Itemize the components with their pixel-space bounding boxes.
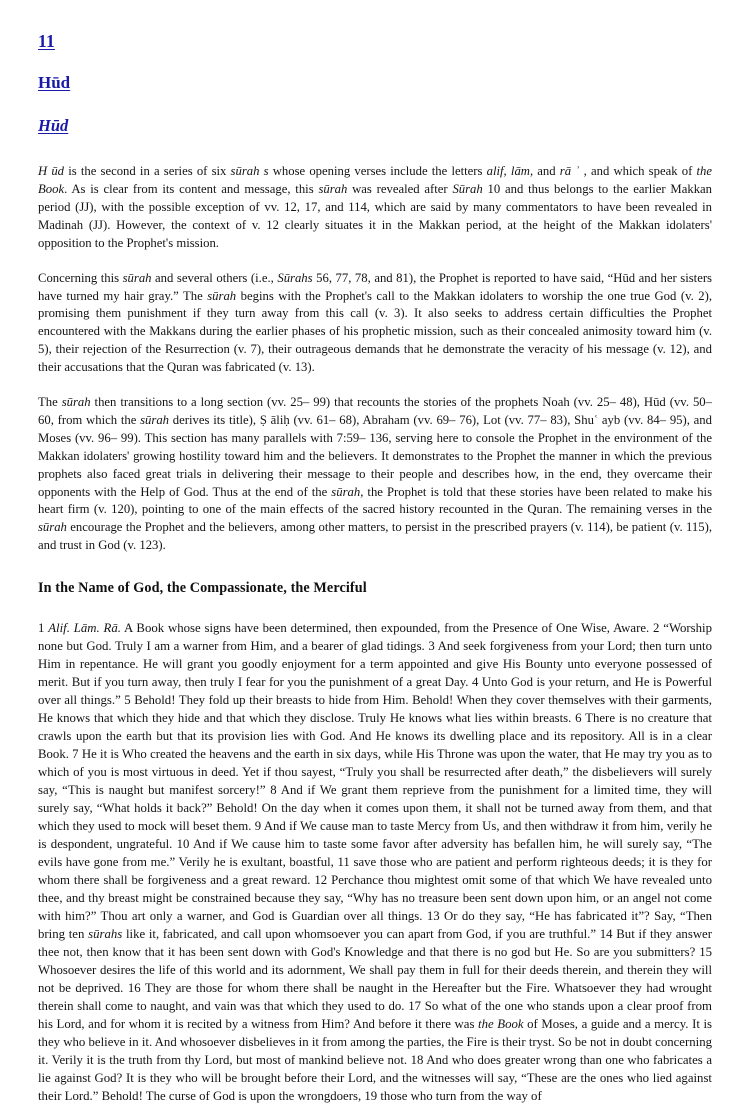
introduction-paragraph-1: H ūd is the second in a series of six sūrah s whose opening verses include the letters alif, lām, and rā ʾ , and which speak of the Book. As is clear from its content and message, this sūrah was revealed after Sūrah 10 and thus belongs to the earlier Makkan period (JJ), with the possible exception of vv. 12, 17, and 114, which are said by many commentators to have been revealed in Madinah (JJ). However, the context of v. 12 clearly situates it in the Makkan period, at the height of the Makkan idolaters' opposition to the Prophet's mission. [38, 164, 713, 250]
chapter-number-heading: 11 [38, 31, 55, 51]
verse-text-body: 1 Alif. Lām. Rā. A Book whose signs have been determined, then expounded, from the Presence of One Wise, Aware. 2 “Worship none but God. Truly I am a warner from Him, and a bearer of glad tidings. 3 And seek forgiveness from your Lord; then turn unto Him in repentance. He will grant you goodly enjoyment for a term appointed and give His Bounty unto everyone possessed of merit. But if you turn away, then truly I fear for you the punishment of a great Day. 4 Unto God is your return, and He is Powerful over all things.” 5 Behold! They fold up their breasts to hide from Him. Behold! When they cover themselves with their garments, He knows that which they hide and that which they disclose. Truly He knows what lies within breasts. 6 There is no creature that crawls upon the earth but that its provision lies with God. And He knows its dwelling place and its repository. All is in a clear Book. 7 He it is Who created the heavens and the earth in six days, while His Throne was upon the water, that He may try you as to which of you is most virtuous in deed. Yet if thou sayest, “Truly you shall be resurrected after death,” the disbelievers will surely say, “This is naught but manifest sorcery!” 8 And if We grant them reprieve from the punishment for a limited time, they will surely say, “What holds it back?” Behold! On the day when it comes upon them, it shall not be turned away from them, and that which they used to mock will beset them. 9 And if We cause man to taste Mercy from Us, and then withdraw it from him, verily he is despondent, ungrateful. 10 And if We cause him to taste some favor after adversity has befallen him, he will surely say, “The evils have gone from me.” Verily he is exultant, boastful, 11 save those who are patient and perform righteous deeds; it is they for whom there shall be forgiveness and a great reward. 12 Perchance thou mightest omit some of that which We have revealed unto thee, and thy breast might be constrained because they say, “Why has no treasure been sent down upon him, or an angel not come with him?” Thou art only a warner, and God is Guardian over all things. 13 Or do they say, “He has fabricated it”? Say, “Then bring ten sūrahs like it, fabricated, and call upon whomsoever you can apart from God, if you are truthful.” 14 But if they answer thee not, then know that it has been sent down with God's Knowledge and that there is no god but He. So are you submitters? 15 Whosoever desires the life of this world and its adornment, We shall pay them in full for their deeds therein, and therein they will not be deprived. 16 They are those for whom there shall be naught in the Hereafter but the Fire. Whatsoever they had wrought therein shall come to naught, and vain was that which they used to do. 17 So what of the one who stands upon a clear proof from his Lord, and for whom it is recited by a witness from Him? And before it there was the Book of Moses, a guide and a mercy. It is they who believe in it. And whosoever disbelieves in it from among the parties, the Fire is their tryst. So be not in doubt concerning it. Verily it is the truth from thy Lord, but most of mankind believe not. 18 And who does greater wrong than one who fabricates a lie against God? It is they who will be brought before their Lord, and the witnesses will say, “These are the ones who lied against their Lord.” Behold! The curse of God is upon the wrongdoers, 19 those who turn from the way of [38, 621, 713, 1104]
chapter-title-heading: Hūd [38, 73, 71, 93]
chapter-subtitle-heading: Hūd [38, 115, 69, 135]
introduction-paragraph-3: The sūrah then transitions to a long section (vv. 25– 99) that recounts the stories of the prophets Noah (vv. 25– 48), Hūd (vv. 50– 60, from which the sūrah derives its title), Ṣ āliḥ (vv. 61– 68), Abraham (vv. 69– 76), Lot (vv. 77– 83), Shuʿ ayb (vv. 84– 95), and Moses (vv. 96– 99). This section has many parallels with 7:59– 136, serving here to console the Prophet in the environment of the Makkan idolaters' growing hostility toward him and the believers. It demonstrates to the Prophet the manner in which the previous prophets also faced great trials in delivering their message to their people and describes how, in the end, they overcame their opponents with the Help of God. Thus at the end of the sūrah, the Prophet is told that these stories have been related to make his heart firm (v. 120), pointing to one of the main effects of the sacred history recounted in the Quran. The remaining verses in the sūrah encourage the Prophet and the believers, among other matters, to persist in the prescribed prayers (v. 114), be patient (v. 115), and trust in God (v. 123). [38, 395, 713, 553]
introduction-paragraph-2: Concerning this sūrah and several others (i.e., Sūrahs 56, 77, 78, and 81), the Prophet is reported to have said, “Hūd and her sisters have turned my hair gray.” The sūrah begins with the Prophet's call to the Makkan idolaters to worship the one true God (v. 2), promising them punishment if they turn away from this call (v. 3). It also seeks to address certain difficulties the Prophet encountered with the Makkans during the earlier phases of his prophetic mission, such as their concealed animosity toward him (v. 5), their rejection of the Resurrection (v. 7), their outrageous demands that he demonstrate the veracity of his message (v. 12), and their accusations that the Quran was fabricated (v. 13). [38, 270, 712, 375]
basmala-heading: In the Name of God, the Compassionate, the Merciful [38, 580, 367, 597]
